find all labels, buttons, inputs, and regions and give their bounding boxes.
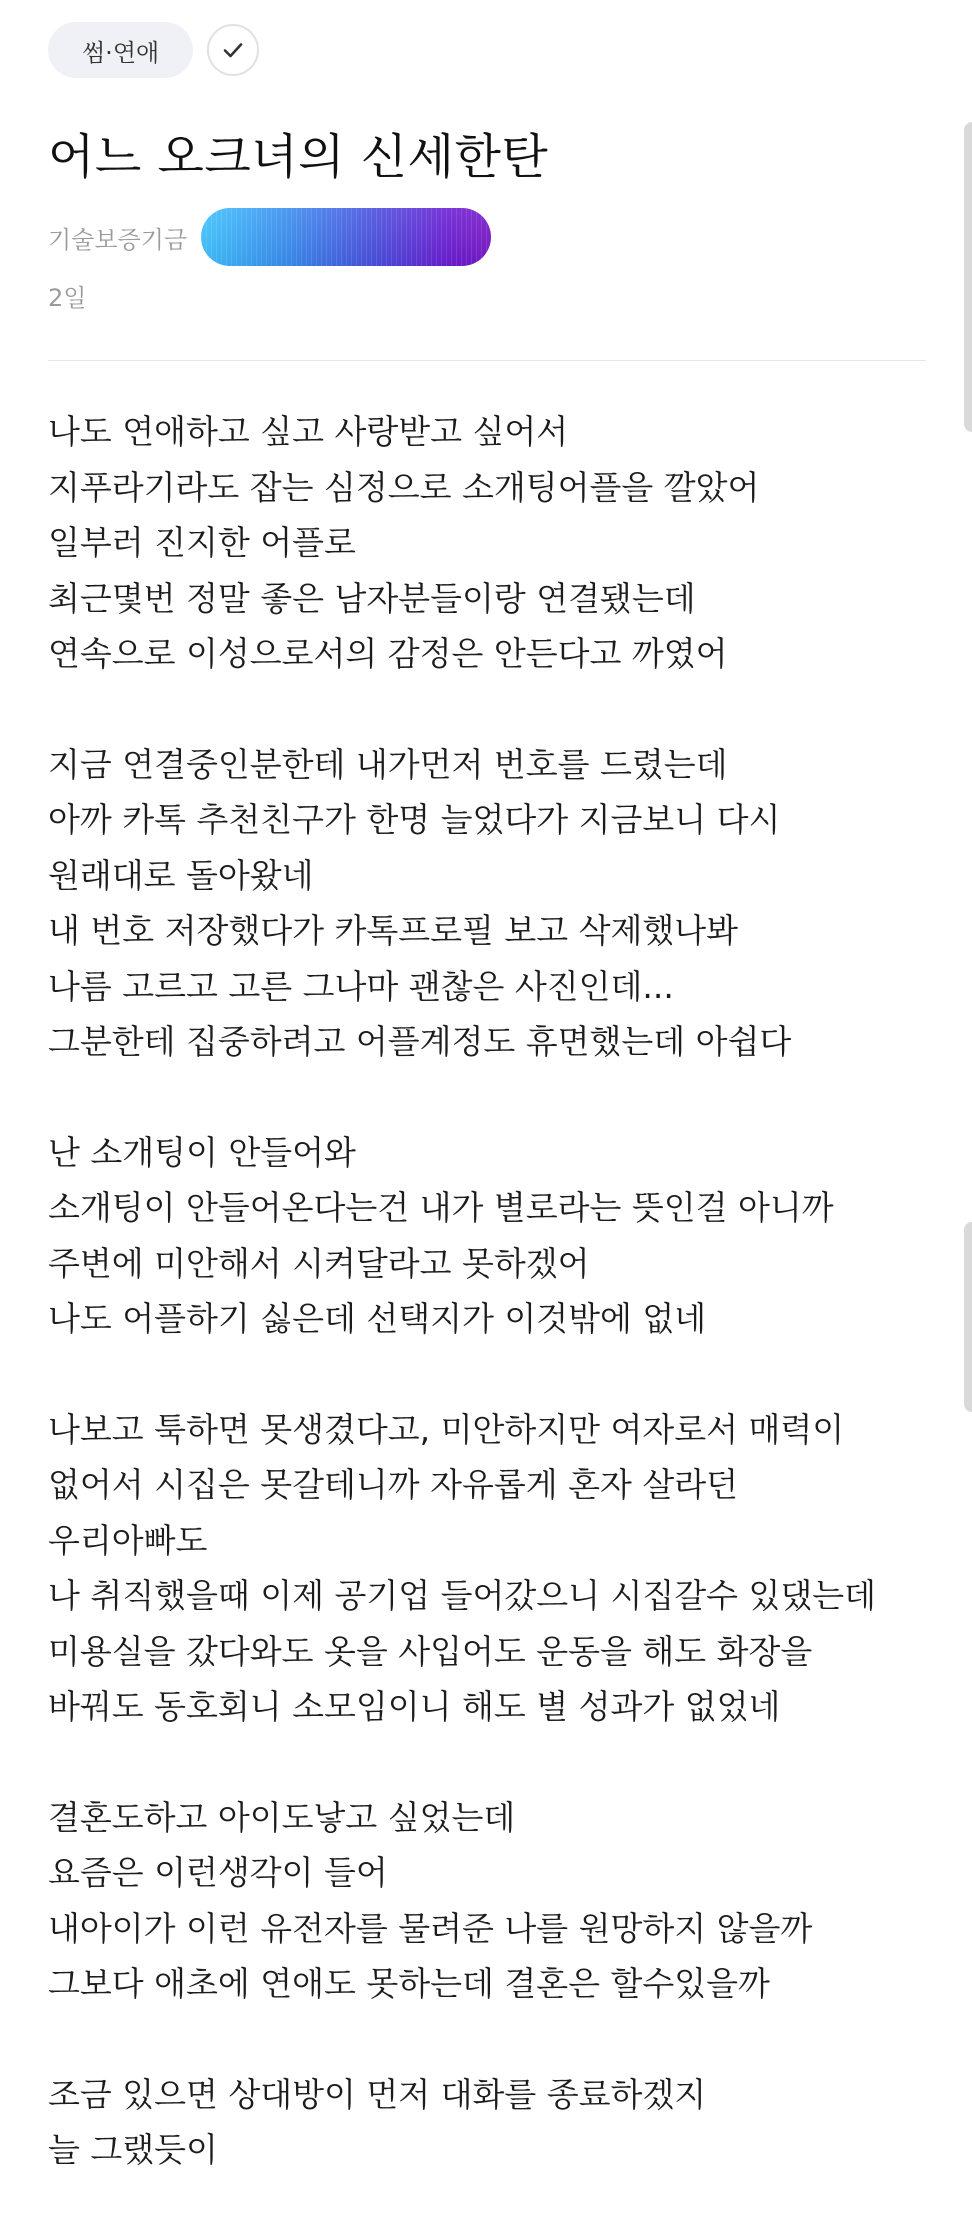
body-text-line: 그분한테 집중하려고 어플계정도 휴면했는데 아쉽다 [48,1022,792,1061]
body-text-line: 주변에 미안해서 시켜달라고 못하겠어 [48,1243,590,1283]
body-text-line: 아까 카톡 추천친구가 한명 늘었다가 지금보니 다시 [48,800,781,839]
post-header-bar [48,22,259,78]
body-text-line: 내아이가 이런 유전자를 물려준 나를 원망하지 않을까 [48,1908,813,1948]
body-text-line: 늘 그랬듯이 [48,2130,218,2169]
body-text-line: 연속으로 이성으로서의 감정은 안든다고 까였어 [48,634,728,673]
body-text-line: 지금 연결중인분한테 내가먼저 번호를 드렸는데 [48,744,728,784]
body-paragraph [48,1402,948,1735]
post-time: 2일 [48,284,87,312]
body-paragraph [48,1125,948,1347]
post-body [48,404,948,2233]
body-text-line: 나 취직했을때 이제 공기업 들어갔으니 시집갈수 있댔는데 [48,1576,877,1615]
body-text-line: 요즘은 이런생각이 들어 [48,1853,388,1892]
body-text-line: 조금 있으면 상대방이 먼저 대화를 종료하겠지 [48,2074,707,2114]
body-text-line: 나도 어플하기 싫은데 선택지가 이것밖에 없네 [48,1299,707,1338]
author-name[interactable]: 기술보증기금 [48,225,188,254]
scroll-edge-indicator [964,122,972,432]
body-paragraph [48,1790,948,2012]
category-label: 썸·연애 [82,38,160,67]
body-text-line: 나름 고르고 고른 그나마 괜찮은 사진인데... [48,966,674,1006]
header-divider [48,360,926,361]
body-text-line: 원래대로 돌아왔네 [48,855,314,895]
body-text-line: 소개팅이 안들어온다는건 내가 별로라는 뜻인걸 아니까 [48,1188,834,1227]
body-text-line: 지푸라기라도 잡는 심정으로 소개팅어플을 깔았어 [48,467,760,507]
body-text-line: 결혼도하고 아이도낳고 싶었는데 [48,1797,516,1837]
body-text-line: 최근몇번 정말 좋은 남자분들이랑 연결됐는데 [48,578,696,618]
body-paragraph [48,737,948,1070]
category-chip[interactable] [48,22,193,78]
body-text-line: 내 번호 저장했다가 카톡프로필 보고 삭제했나봐 [48,911,739,950]
body-text-line: 미용실을 갔다와도 옷을 사입어도 운동을 해도 화장을 [48,1631,813,1671]
body-paragraph [48,404,948,682]
body-text-line: 난 소개팅이 안들어와 [48,1132,356,1172]
author-redacted-badge [201,208,491,266]
body-text-line: 나도 연애하고 싶고 사랑받고 싶어서 [48,412,569,451]
body-paragraph [48,2067,948,2178]
body-text-line: 일부러 진지한 어플로 [48,523,356,562]
author-row [48,208,491,266]
body-text-line: 우리아빠도 [48,1520,208,1560]
body-text-line: 나보고 툭하면 못생겼다고, 미안하지만 여자로서 매력이 [48,1409,845,1449]
post-title: 어느 오크녀의 신세한탄 [48,129,549,185]
body-text-line: 없어서 시집은 못갈테니까 자유롭게 혼자 살라던 [48,1465,739,1504]
body-text-line: 바꿔도 동호회니 소모임이니 해도 별 성과가 없었네 [48,1687,781,1726]
body-text-line: 그보다 애초에 연애도 못하는데 결혼은 할수있을까 [48,1964,770,2003]
check-button[interactable] [207,24,259,76]
scroll-edge-indicator [964,1222,972,1412]
checkmark-icon [220,37,246,63]
